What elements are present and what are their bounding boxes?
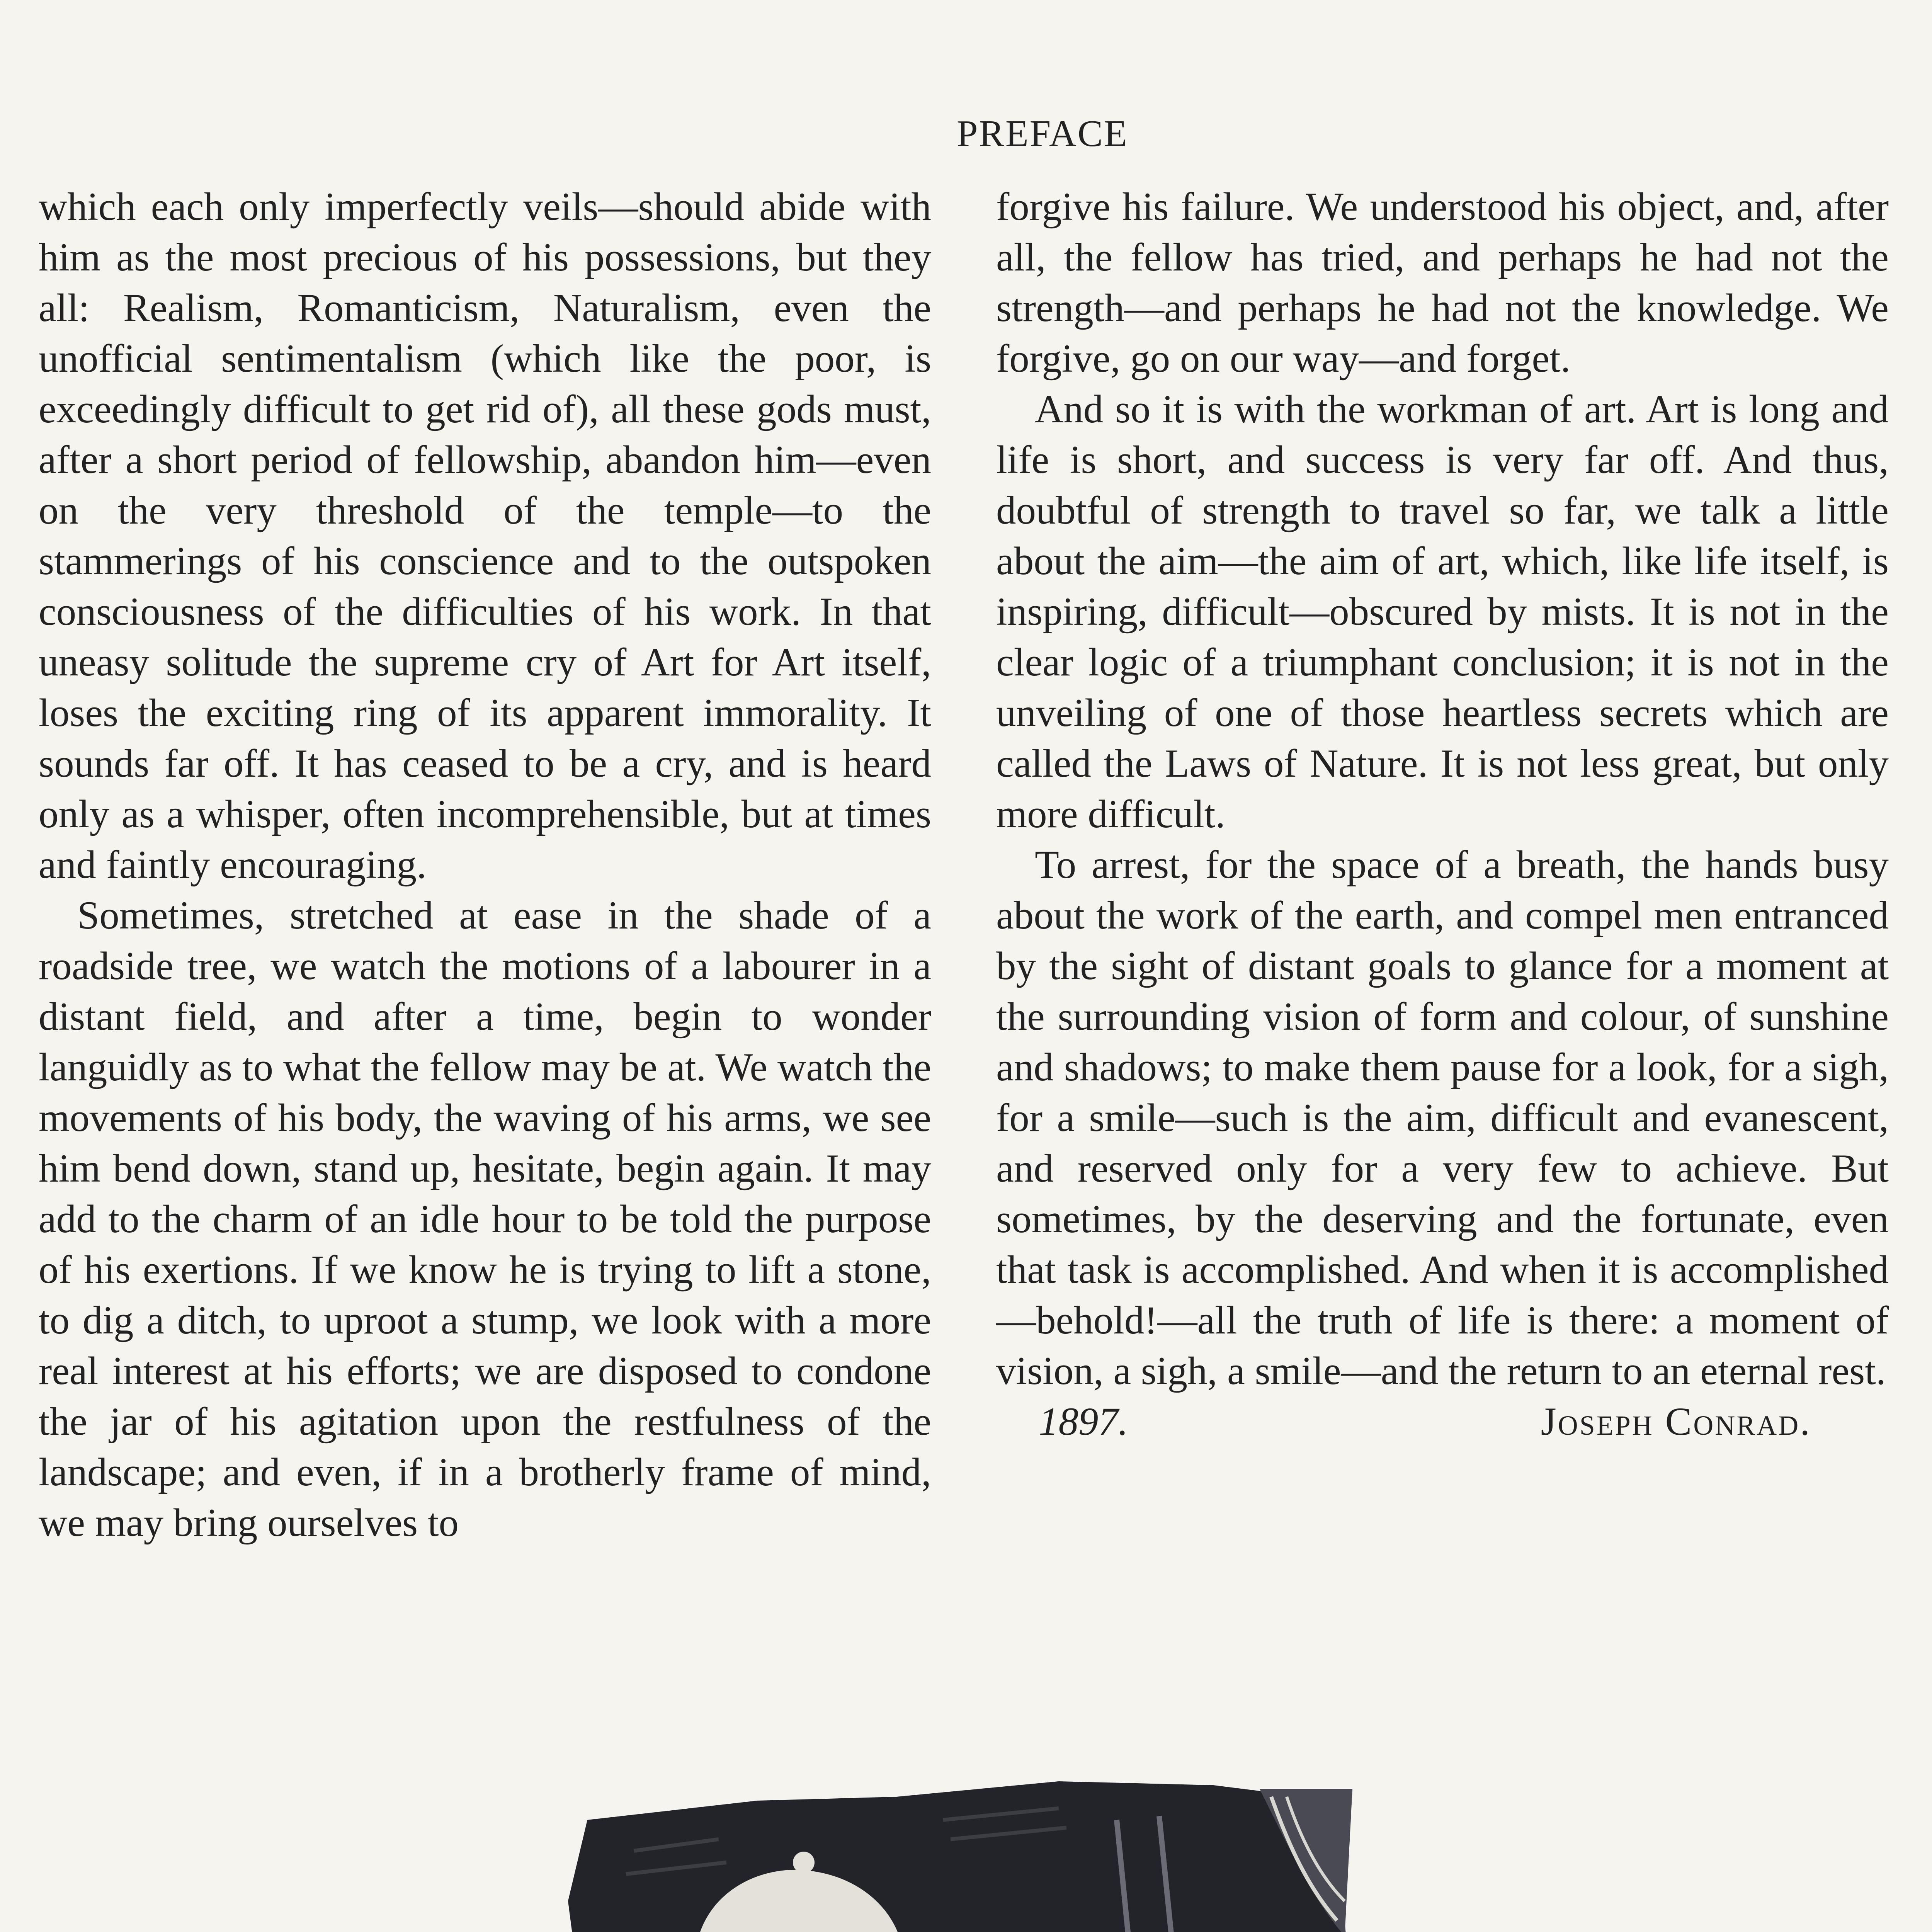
right-paragraph-1: forgive his failure. We understood his object, and, after all, the fellow has tried, and perhaps he had not the strength—and perhaps he had not the knowledge. We forgive, go on our way—and forget.	[996, 185, 1889, 381]
woodcut-illustration	[556, 1774, 1368, 1932]
signature-author: Joseph Conrad.	[1541, 1400, 1811, 1444]
right-paragraph-3: To arrest, for the space of a breath, the hands busy about the work of the earth, and compel men entranced by the sight of distant goals to glance for a moment at the surrounding vision of form and colour, of sunshine and shadows; to make them pause for a look, for a sigh, for a smile—such is the aim, difficult and evanescent, and reserved only for a very few to achieve. But sometimes, by the deserving and the fortunate, even that task is accomplished. And when it is accomplished—behold!—all the truth of life is there: a moment of vision, a sigh, a smile—and the return to an eternal rest.	[996, 843, 1889, 1393]
left-paragraph-1: which each only imperfectly veils—should abide with him as the most precious of his possessions, but they all: Realism, Romanticism, Naturalism, even the unofficial sentimentalism (which like the poor, is exceedingly difficult to get rid of), all these gods must, after a short period of fellowship, abandon him—even on the very threshold of the temple—to the stammerings of his conscience and to the outspoken consciousness of the difficulties of his work. In that uneasy solitude the supreme cry of Art for Art itself, loses the exciting ring of its apparent immorality. It sounds far off. It has ceased to be a cry, and is heard only as a whisper, often incomprehensible, but at times and faintly encouraging.	[39, 185, 931, 887]
left-column	[39, 182, 931, 1548]
left-paragraph-2: Sometimes, stretched at ease in the shade of a roadside tree, we watch the motions of a labourer in a distant field, and after a time, begin to wonder languidly as to what the fellow may be at. We watch the movements of his body, the waving of his arms, we see him bend down, stand up, hesitate, begin again. It may add to the charm of an idle hour to be told the purpose of his exertions. If we know he is trying to lift a stone, to dig a ditch, to uproot a stump, we look with a more real interest at his efforts; we are disposed to condone the jar of his agitation upon the restfulness of the landscape; and even, if in a brotherly frame of mind, we may bring ourselves to	[39, 893, 931, 1545]
right-paragraph-2: And so it is with the workman of art. Art is long and life is short, and success is very far off. And thus, doubtful of strength to travel so far, we talk a little about the aim—the aim of art, which, like life itself, is inspiring, difficult—obscured by mists. It is not in the clear logic of a triumphant conclusion; it is not in the unveiling of one of those heartless secrets which are called the Laws of Nature. It is not less great, but only more difficult.	[996, 387, 1889, 836]
page-title: PREFACE	[957, 113, 1128, 155]
woodcut-background	[568, 1781, 1356, 1932]
signature-date: 1897.	[1039, 1400, 1128, 1444]
signature-line	[996, 1396, 1889, 1447]
right-column	[996, 182, 1889, 1447]
